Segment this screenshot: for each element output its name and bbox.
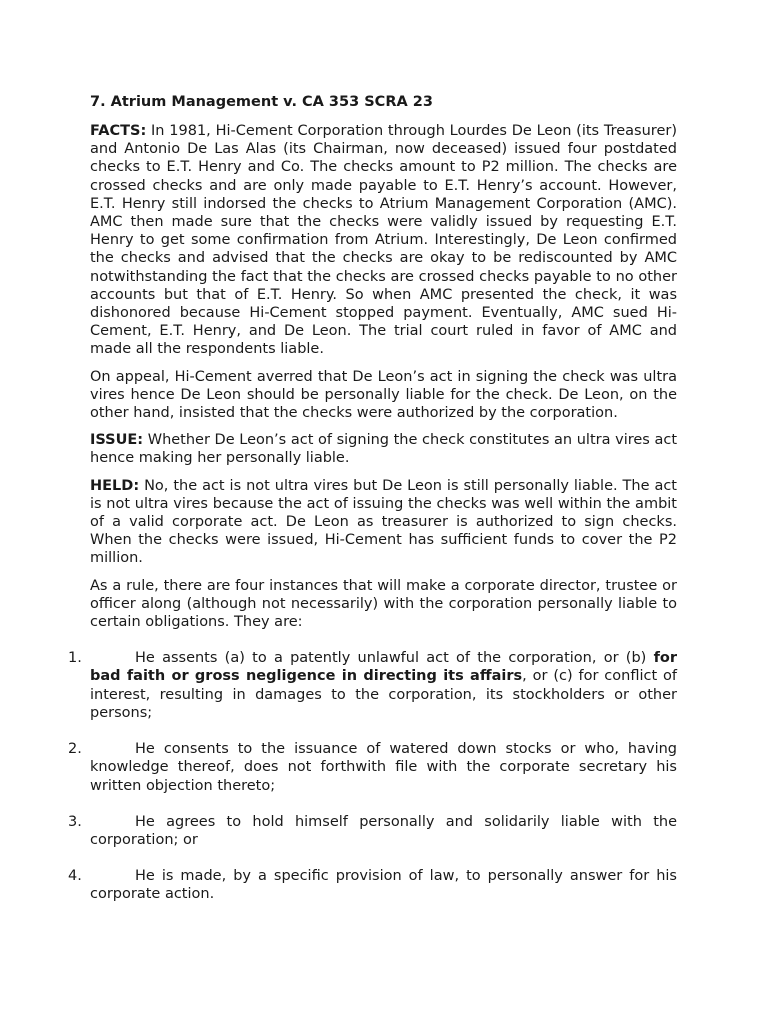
facts-label: FACTS: — [90, 123, 147, 139]
list-item-number: 2. — [68, 741, 82, 758]
issue-paragraph — [90, 431, 677, 467]
list-item — [68, 813, 677, 849]
rule-intro-paragraph: As a rule, there are four instances that will make a corporate director, trustee or officer along (although not necessarily) with the corporation personally liable to certain obligations. They are: — [90, 577, 677, 631]
document-page — [68, 92, 677, 922]
facts-text: In 1981, Hi-Cement Corporation through Lourdes De Leon (its Treasurer) and Antonio De Las Alas (its Chairman, now deceased) issued four postdated checks to E.T. Henry and Co. The checks amount to P2 million. The checks are crossed checks and are only made payable to E.T. Henry’s account. However, E.T. Henry still indorsed the checks to Atrium Management Corporation (AMC). AMC then made sure that the checks were validly issued by requesting E.T. Henry to get some confirmation from Atrium. Interestingly, De Leon confirmed the checks and advised that the checks are okay to be rediscounted by AMC notwithstanding the fact that the checks are crossed checks payable to no other accounts but that of E.T. Henry. So when AMC presented the check, it was dishonored because Hi-Cement stopped payment. Eventually, AMC sued Hi-Cement, E.T. Henry, and De Leon. The trial court ruled in favor of AMC and made all the respondents liable. — [90, 123, 677, 358]
held-text: No, the act is not ultra vires but De Leon is still personally liable. The act is not ultra vires because the act of issuing the checks was well within the ambit of a valid corporate act. De Leon as treasurer is authorized to sign checks. When the checks were issued, Hi-Cement has sufficient funds to cover the P2 million. — [90, 477, 677, 567]
held-label: HELD: — [90, 477, 140, 494]
list-item — [68, 867, 677, 903]
list-item-text-end: , or (c) for conflict of interest, resulting in damages to the corporation, its stockholders or other persons; — [90, 668, 677, 721]
issue-text: Whether De Leon’s act of signing the check constitutes an ultra vires act hence making her personally liable. — [90, 432, 677, 467]
list-item-text: He assents (a) to a patently unlawful act of the corporation, or (b) — [135, 650, 654, 667]
list-item-number: 1. — [68, 650, 82, 667]
facts-paragraph — [90, 122, 677, 359]
list-item — [68, 649, 677, 722]
list-item-text: He is made, by a specific provision of law, to personally answer for his corporate action. — [90, 868, 677, 903]
list-item-text: He agrees to hold himself personally and solidarily liable with the corporation; or — [90, 813, 677, 848]
list-item — [68, 740, 677, 795]
held-paragraph — [90, 477, 677, 568]
instances-list — [68, 649, 677, 903]
list-item-number: 4. — [68, 868, 82, 885]
case-title: 7. Atrium Management v. CA 353 SCRA 23 — [90, 94, 433, 110]
issue-label: ISSUE: — [90, 432, 144, 449]
list-item-bold-text: for bad faith or gross negligence in directing its affairs — [90, 650, 677, 685]
appeal-paragraph: On appeal, Hi-Cement averred that De Leon’s act in signing the check was ultra vires hence De Leon should be personally liable for the check. De Leon, on the other hand, insisted that the checks were authorized by the corporation. — [90, 368, 677, 422]
list-item-number: 3. — [68, 813, 82, 830]
list-item-text: He consents to the issuance of watered down stocks or who, having knowledge thereof, does not forthwith file with the corporate secretary his written objection thereto; — [90, 741, 677, 794]
